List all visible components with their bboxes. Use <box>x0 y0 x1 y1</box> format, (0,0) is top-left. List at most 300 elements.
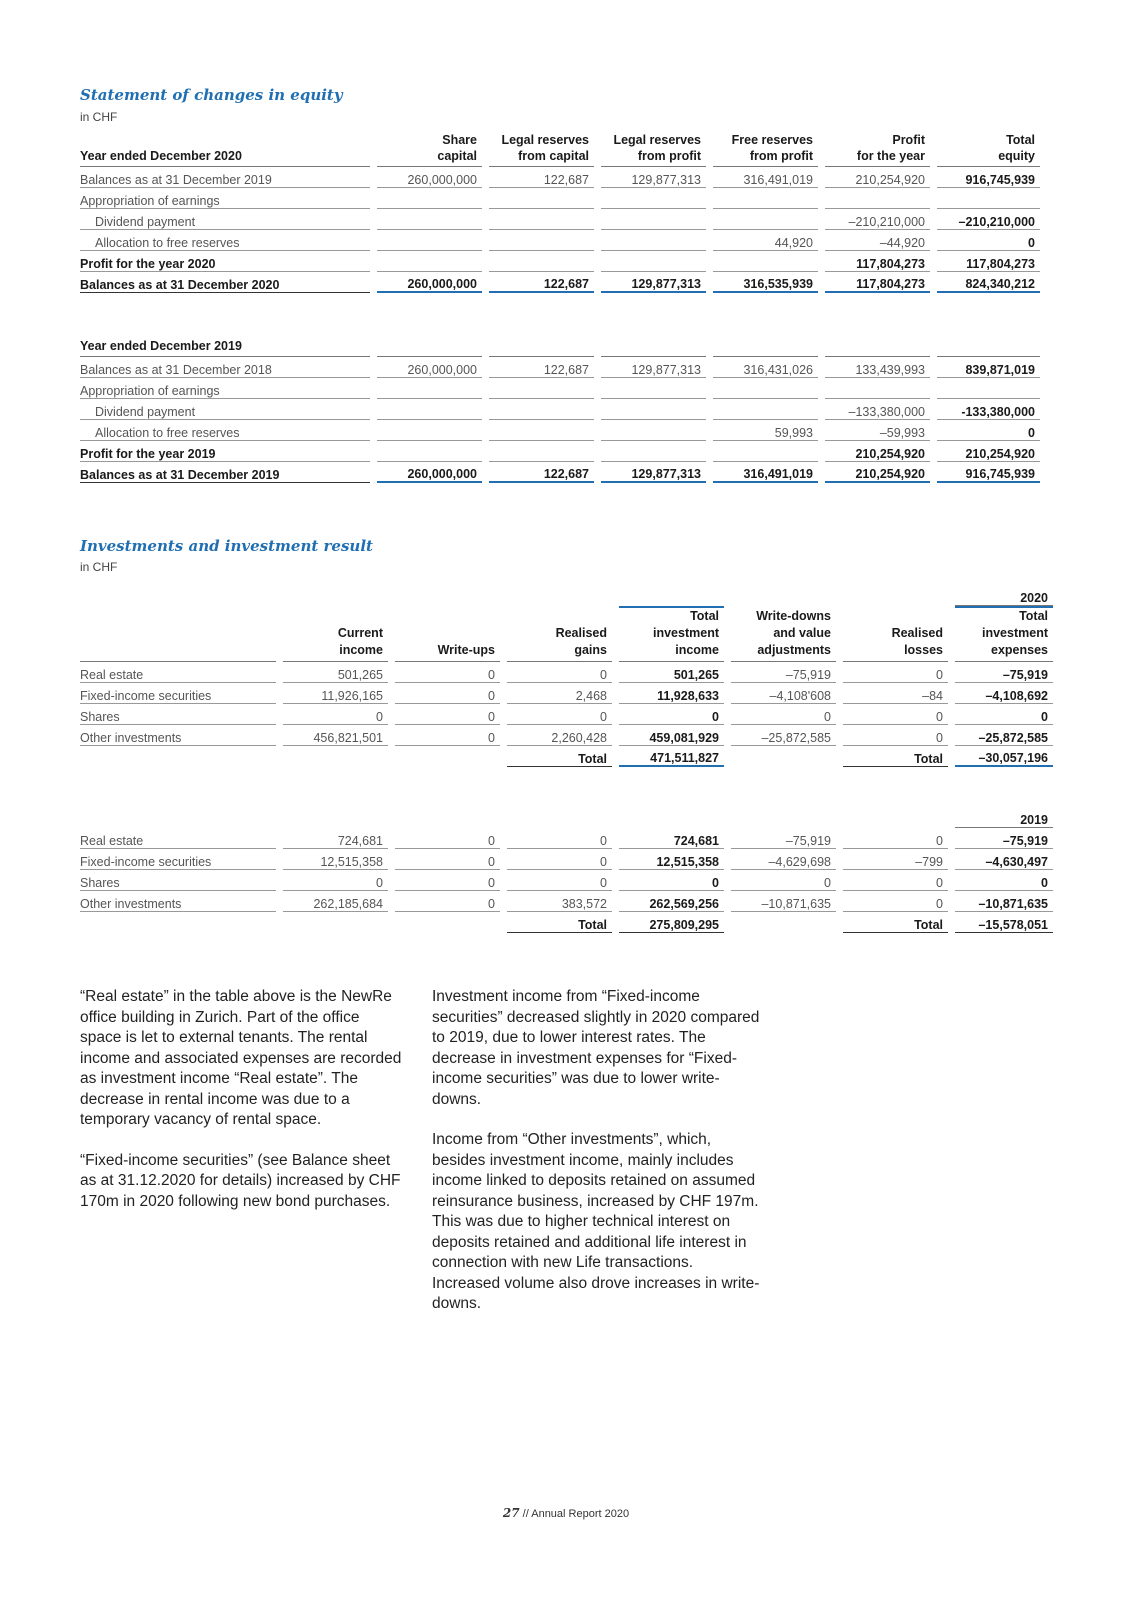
cell-value: 260,000,000 <box>377 167 482 188</box>
cell-value: 501,265 <box>283 662 388 683</box>
column-gap <box>482 338 489 357</box>
cell-value <box>489 209 594 230</box>
cell-value: 456,821,501 <box>283 725 388 746</box>
cell-value: –4,629,698 <box>731 849 836 870</box>
column-gap <box>388 662 395 683</box>
row-label: Profit for the year 2019 <box>80 441 370 462</box>
column-gap <box>706 230 713 251</box>
cell-value <box>601 209 706 230</box>
table-heading: Year ended December 2019 <box>80 338 370 357</box>
cell-value: –10,871,635 <box>731 891 836 912</box>
investment-row <box>80 704 1053 725</box>
cell-value: 316,491,019 <box>713 167 818 188</box>
column-gap <box>612 704 619 725</box>
column-gap <box>930 338 937 357</box>
cell-value: –210,210,000 <box>825 209 930 230</box>
cell-value: 0 <box>395 891 500 912</box>
column-gap <box>482 399 489 420</box>
cell-value: 0 <box>395 849 500 870</box>
cell-value <box>601 188 706 209</box>
cell-value: 0 <box>843 725 948 746</box>
cell-value: –4,108,692 <box>955 683 1053 704</box>
commentary-right-column <box>432 987 762 1335</box>
total-income: 275,809,295 <box>619 912 724 933</box>
column-gap <box>836 891 843 912</box>
cell-value <box>601 378 706 399</box>
column-gap <box>706 338 713 357</box>
column-gap <box>500 912 507 933</box>
cell-value <box>601 441 706 462</box>
column-gap <box>612 662 619 683</box>
column-header <box>713 338 818 357</box>
column-gap <box>370 399 377 420</box>
cell-value: –75,919 <box>955 662 1053 683</box>
column-gap <box>482 378 489 399</box>
cell-value: 117,804,273 <box>825 272 930 293</box>
commentary-paragraph: “Real estate” in the table above is the NewRe office building in Zurich. Part of the office space is let to external tenants. The rental income and associated expenses are recorded as investment income “Real estate”. The decrease in rental income was due to a temporary vacancy of rental space. <box>80 988 402 1128</box>
column-gap <box>724 704 731 725</box>
table-heading: Year ended December 2020 <box>80 132 370 167</box>
column-gap <box>836 662 843 683</box>
column-gap <box>948 891 955 912</box>
column-gap <box>370 230 377 251</box>
column-gap <box>500 870 507 891</box>
cell-value: 0 <box>731 870 836 891</box>
cell-value <box>489 230 594 251</box>
cell-value: 129,877,313 <box>601 272 706 293</box>
cell-value <box>713 188 818 209</box>
investments-table-2020 <box>80 584 1053 767</box>
cell-value: –75,919 <box>731 828 836 849</box>
row-label: Other investments <box>80 891 276 912</box>
column-header: Realised gains <box>507 606 612 662</box>
column-gap <box>370 167 377 188</box>
total-label: Total <box>843 746 948 767</box>
column-gap <box>818 167 825 188</box>
cell-value: 122,687 <box>489 167 594 188</box>
cell-value: 59,993 <box>713 420 818 441</box>
equity-section-title: Statement of changes in equity <box>80 86 343 104</box>
column-gap <box>724 870 731 891</box>
column-gap <box>818 357 825 378</box>
cell-value: 129,877,313 <box>601 357 706 378</box>
cell-value: 0 <box>731 704 836 725</box>
cell-value: 117,804,273 <box>825 251 930 272</box>
cell-value: 0 <box>507 849 612 870</box>
cell-value: 0 <box>395 704 500 725</box>
column-header <box>825 338 930 357</box>
row-label: Balances as at 31 December 2019 <box>80 462 370 483</box>
cell-value: 12,515,358 <box>283 849 388 870</box>
cell-value: 210,254,920 <box>937 441 1040 462</box>
column-gap <box>276 662 283 683</box>
cell-value: 262,569,256 <box>619 891 724 912</box>
column-gap <box>706 209 713 230</box>
column-gap <box>948 870 955 891</box>
column-gap <box>594 272 601 293</box>
cell-value: 0 <box>507 662 612 683</box>
column-gap <box>370 357 377 378</box>
investment-row <box>80 828 1053 849</box>
column-gap <box>948 704 955 725</box>
column-gap <box>818 462 825 483</box>
cell-value: 2,468 <box>507 683 612 704</box>
cell-value <box>377 378 482 399</box>
column-gap <box>818 251 825 272</box>
cell-value <box>489 441 594 462</box>
investment-row <box>80 662 1053 683</box>
column-gap <box>724 683 731 704</box>
column-gap <box>948 725 955 746</box>
cell-value: 260,000,000 <box>377 462 482 483</box>
column-gap <box>594 209 601 230</box>
column-gap <box>818 338 825 357</box>
equity-row <box>80 462 1040 483</box>
cell-value <box>937 188 1040 209</box>
column-gap <box>276 606 283 662</box>
investment-row <box>80 725 1053 746</box>
cell-value: –4,630,497 <box>955 849 1053 870</box>
year-spacer <box>80 806 955 828</box>
column-gap <box>612 849 619 870</box>
column-gap <box>482 420 489 441</box>
cell-value: 122,687 <box>489 357 594 378</box>
column-header: Total equity <box>937 132 1040 167</box>
column-header: Write-ups <box>395 606 500 662</box>
investment-row <box>80 683 1053 704</box>
total-row <box>80 746 1053 767</box>
column-gap <box>276 746 283 767</box>
column-gap <box>594 399 601 420</box>
column-gap <box>706 272 713 293</box>
column-gap <box>930 357 937 378</box>
cell-value: 916,745,939 <box>937 462 1040 483</box>
cell-value <box>377 420 482 441</box>
cell-value: 316,431,026 <box>713 357 818 378</box>
cell-value: 459,081,929 <box>619 725 724 746</box>
equity-row <box>80 357 1040 378</box>
column-gap <box>276 912 283 933</box>
cell-value: 133,439,993 <box>825 357 930 378</box>
column-gap <box>482 357 489 378</box>
cell-value: –44,920 <box>825 230 930 251</box>
page-number: 27 <box>502 1506 520 1520</box>
column-gap <box>388 849 395 870</box>
investment-row <box>80 870 1053 891</box>
investment-row <box>80 891 1053 912</box>
row-label: Dividend payment <box>80 399 370 420</box>
column-gap <box>836 849 843 870</box>
column-gap <box>930 132 937 167</box>
column-gap <box>836 704 843 725</box>
column-gap <box>482 251 489 272</box>
cell-value <box>937 378 1040 399</box>
total-label: Total <box>507 746 612 767</box>
cell-value <box>713 441 818 462</box>
column-gap <box>930 272 937 293</box>
column-gap <box>724 606 731 662</box>
cell-value <box>713 251 818 272</box>
cell-value: 839,871,019 <box>937 357 1040 378</box>
total-income: 471,511,827 <box>619 746 724 767</box>
cell-value: 0 <box>507 828 612 849</box>
column-gap <box>724 828 731 849</box>
cell-value: 0 <box>843 891 948 912</box>
cell-value: 316,491,019 <box>713 462 818 483</box>
column-gap <box>818 420 825 441</box>
cell-value: 122,687 <box>489 462 594 483</box>
row-label: Balances as at 31 December 2020 <box>80 272 370 293</box>
column-gap <box>500 606 507 662</box>
empty-cell <box>731 912 836 933</box>
column-gap <box>388 683 395 704</box>
cell-value: –25,872,585 <box>955 725 1053 746</box>
column-gap <box>930 188 937 209</box>
cell-value: –210,210,000 <box>937 209 1040 230</box>
cell-value <box>825 188 930 209</box>
column-gap <box>388 891 395 912</box>
column-gap <box>930 441 937 462</box>
cell-value: 0 <box>937 420 1040 441</box>
column-header <box>601 338 706 357</box>
column-gap <box>930 209 937 230</box>
cell-value: 2,260,428 <box>507 725 612 746</box>
column-gap <box>818 209 825 230</box>
column-gap <box>276 828 283 849</box>
commentary-paragraph: Investment income from “Fixed-income securities” decreased slightly in 2020 compared to 2019, due to lower interest rates. The decrease in investment expenses for “Fixed-income securities” was due to lower write-downs. <box>432 988 760 1108</box>
cell-value <box>489 399 594 420</box>
cell-value <box>601 399 706 420</box>
column-gap <box>930 462 937 483</box>
cell-value <box>489 378 594 399</box>
column-gap <box>612 912 619 933</box>
cell-value: 129,877,313 <box>601 462 706 483</box>
cell-value: 0 <box>937 230 1040 251</box>
column-gap <box>836 870 843 891</box>
cell-value: 0 <box>395 683 500 704</box>
row-label: Dividend payment <box>80 209 370 230</box>
column-gap <box>388 870 395 891</box>
cell-value <box>489 251 594 272</box>
empty-cell <box>283 912 388 933</box>
column-gap <box>594 338 601 357</box>
cell-value: 0 <box>283 704 388 725</box>
cell-value <box>377 209 482 230</box>
equity-table-2020 <box>80 132 1040 293</box>
column-gap <box>612 870 619 891</box>
cell-value: 11,928,633 <box>619 683 724 704</box>
cell-value: –84 <box>843 683 948 704</box>
row-label: Profit for the year 2020 <box>80 251 370 272</box>
cell-value: 0 <box>843 870 948 891</box>
column-gap <box>724 662 731 683</box>
column-gap <box>388 912 395 933</box>
column-gap <box>836 606 843 662</box>
cell-value: 0 <box>955 704 1053 725</box>
cell-value <box>601 420 706 441</box>
cell-value: 0 <box>843 662 948 683</box>
column-gap <box>388 606 395 662</box>
column-gap <box>930 230 937 251</box>
column-gap <box>948 912 955 933</box>
cell-value: –799 <box>843 849 948 870</box>
column-gap <box>818 399 825 420</box>
cell-value: 0 <box>395 828 500 849</box>
cell-value: 0 <box>843 704 948 725</box>
row-label: Fixed-income securities <box>80 683 276 704</box>
column-header: Total investment expenses <box>955 606 1053 662</box>
cell-value: 262,185,684 <box>283 891 388 912</box>
column-gap <box>370 251 377 272</box>
column-gap <box>276 849 283 870</box>
equity-row <box>80 272 1040 293</box>
column-gap <box>724 891 731 912</box>
column-gap <box>594 441 601 462</box>
column-gap <box>706 167 713 188</box>
footer-text: // Annual Report 2020 <box>522 1508 630 1520</box>
column-gap <box>612 891 619 912</box>
equity-row <box>80 420 1040 441</box>
cell-value: 44,920 <box>713 230 818 251</box>
column-gap <box>500 683 507 704</box>
column-gap <box>276 725 283 746</box>
column-gap <box>948 746 955 767</box>
total-expenses: –30,057,196 <box>955 746 1053 767</box>
equity-row <box>80 378 1040 399</box>
column-gap <box>388 828 395 849</box>
column-gap <box>948 606 955 662</box>
column-gap <box>388 704 395 725</box>
column-gap <box>276 891 283 912</box>
column-gap <box>706 251 713 272</box>
total-label: Total <box>507 912 612 933</box>
total-label: Total <box>843 912 948 933</box>
cell-value: 11,926,165 <box>283 683 388 704</box>
cell-value: 0 <box>283 870 388 891</box>
cell-value: 210,254,920 <box>825 462 930 483</box>
row-label: Fixed-income securities <box>80 849 276 870</box>
column-gap <box>370 441 377 462</box>
column-gap <box>706 188 713 209</box>
column-gap <box>948 828 955 849</box>
column-gap <box>612 746 619 767</box>
column-gap <box>612 683 619 704</box>
column-gap <box>482 272 489 293</box>
column-gap <box>594 167 601 188</box>
cell-value <box>377 251 482 272</box>
cell-value <box>377 441 482 462</box>
year-row <box>80 584 1053 606</box>
column-gap <box>724 849 731 870</box>
column-gap <box>706 132 713 167</box>
row-label: Appropriation of earnings <box>80 378 370 399</box>
cell-value <box>825 378 930 399</box>
equity-row <box>80 167 1040 188</box>
cell-value: 0 <box>395 870 500 891</box>
cell-value: –4,108'608 <box>731 683 836 704</box>
column-gap <box>370 420 377 441</box>
column-gap <box>706 399 713 420</box>
row-label: Other investments <box>80 725 276 746</box>
equity-row <box>80 399 1040 420</box>
row-label: Shares <box>80 870 276 891</box>
cell-value: 724,681 <box>619 828 724 849</box>
column-header: Legal reserves from profit <box>601 132 706 167</box>
column-gap <box>706 357 713 378</box>
column-gap <box>724 725 731 746</box>
column-gap <box>276 704 283 725</box>
cell-value: 0 <box>395 725 500 746</box>
equity-row <box>80 441 1040 462</box>
column-gap <box>370 338 377 357</box>
column-gap <box>388 725 395 746</box>
column-gap <box>724 912 731 933</box>
cell-value: 383,572 <box>507 891 612 912</box>
column-gap <box>370 378 377 399</box>
cell-value <box>713 378 818 399</box>
column-gap <box>818 441 825 462</box>
cell-value: –75,919 <box>731 662 836 683</box>
column-gap <box>724 746 731 767</box>
row-label: Real estate <box>80 662 276 683</box>
year-label: 2020 <box>955 584 1053 606</box>
column-gap <box>594 420 601 441</box>
column-gap <box>836 746 843 767</box>
column-gap <box>500 828 507 849</box>
column-header: Legal reserves from capital <box>489 132 594 167</box>
cell-value: 117,804,273 <box>937 251 1040 272</box>
page-footer <box>0 1506 1132 1520</box>
column-gap <box>930 167 937 188</box>
cell-value <box>601 230 706 251</box>
cell-value: 210,254,920 <box>825 441 930 462</box>
cell-value: 501,265 <box>619 662 724 683</box>
column-gap <box>818 272 825 293</box>
empty-cell <box>395 746 500 767</box>
cell-value <box>377 399 482 420</box>
row-label: Allocation to free reserves <box>80 420 370 441</box>
column-gap <box>836 683 843 704</box>
row-label: Balances as at 31 December 2019 <box>80 167 370 188</box>
empty-cell <box>731 746 836 767</box>
cell-value: –10,871,635 <box>955 891 1053 912</box>
column-gap <box>370 209 377 230</box>
column-gap <box>276 870 283 891</box>
column-gap <box>836 912 843 933</box>
cell-value: 129,877,313 <box>601 167 706 188</box>
row-label: Appropriation of earnings <box>80 188 370 209</box>
column-gap <box>500 662 507 683</box>
column-gap <box>948 662 955 683</box>
column-header: Profit for the year <box>825 132 930 167</box>
column-gap <box>594 230 601 251</box>
column-gap <box>482 462 489 483</box>
cell-value: –75,919 <box>955 828 1053 849</box>
column-header: Free reserves from profit <box>713 132 818 167</box>
commentary-left-column <box>80 987 402 1232</box>
cell-value: 0 <box>395 662 500 683</box>
column-gap <box>594 357 601 378</box>
cell-value: 0 <box>843 828 948 849</box>
column-gap <box>930 251 937 272</box>
cell-value: –25,872,585 <box>731 725 836 746</box>
column-gap <box>594 188 601 209</box>
column-gap <box>612 828 619 849</box>
column-gap <box>948 683 955 704</box>
empty-cell <box>283 746 388 767</box>
cell-value: 824,340,212 <box>937 272 1040 293</box>
column-gap <box>594 132 601 167</box>
